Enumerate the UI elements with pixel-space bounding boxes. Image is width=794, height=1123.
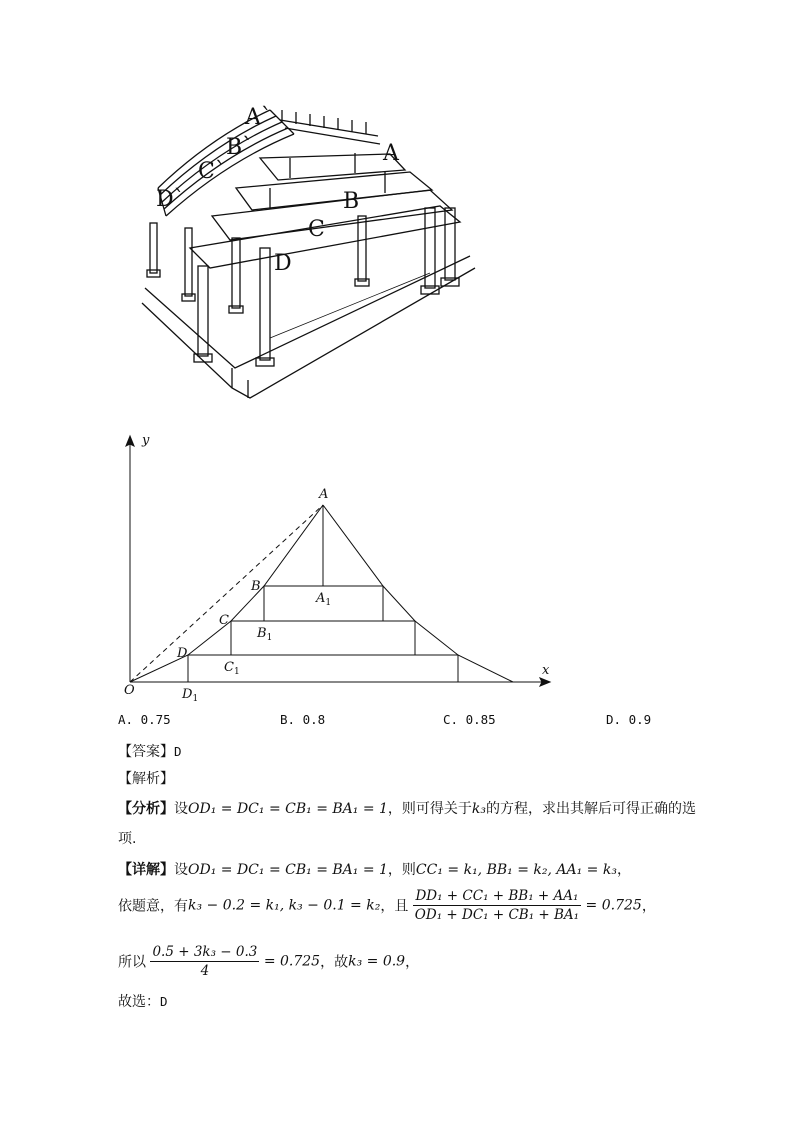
label-d-prime: D` (156, 187, 185, 212)
xiangjie-equation-2: CC₁ = k₁, BB₁ = k₂, AA₁ = k₃ (415, 862, 617, 878)
foot-d1-label: $D_1$ (182, 687, 199, 704)
xiangjie-text-6: ， (641, 898, 656, 915)
ratio-denominator: OD₁ + DC₁ + CB₁ + BA₁ (414, 907, 580, 923)
xiangjie-text-8: ，故 (320, 954, 349, 971)
fenxi-text-1: 设 (174, 801, 188, 817)
fenxi-equation: OD₁ = DC₁ = CB₁ = BA₁ = 1 (188, 801, 388, 817)
xiangjie-text-1: 设 (174, 862, 188, 878)
roof-structure-illustration (140, 98, 485, 413)
x-axis-label: x (542, 663, 550, 678)
xiangjie-text-4: 依题意，有 (118, 898, 188, 915)
fenxi-line-1 (118, 798, 696, 818)
point-b-label: B (251, 579, 261, 594)
fenxi-text-2: ，则可得关于 (387, 801, 472, 817)
foot-b1-label: $B_1$ (257, 626, 273, 643)
choice-b[interactable]: B. 0.8 (280, 712, 326, 727)
label-a-prime: A` (245, 105, 272, 130)
xiangjie-text-5: ，且 (380, 898, 409, 915)
label-a: A (383, 141, 399, 166)
foot-a1-label: $A_1$ (316, 591, 332, 608)
answer-value: D (174, 744, 182, 759)
analysis-tag: 【解析】 (118, 771, 174, 787)
conclusion-text: 故选： (118, 994, 160, 1010)
conclusion-value: D (160, 994, 168, 1009)
result-equation: k₃ = 0.9 (348, 953, 406, 970)
xiangjie-line-2 (118, 888, 656, 923)
label-c: C (308, 217, 325, 242)
answer-choices (118, 712, 738, 730)
xiangjie-text-9: ， (405, 954, 420, 971)
xiangjie-line-1 (118, 859, 631, 879)
solve-denominator: 4 (200, 963, 210, 979)
xiangjie-line-3 (118, 944, 419, 979)
foot-c1-label: $C_1$ (224, 660, 240, 677)
point-d-label: D (177, 646, 188, 661)
solve-value: = 0.725 (263, 953, 321, 970)
ratio-numerator: DD₁ + CC₁ + BB₁ + AA₁ (413, 888, 581, 906)
label-b-prime: B` (226, 135, 254, 160)
coordinate-diagram (110, 426, 570, 706)
fenxi-text-3: 的方程，求出其解后可得正确的选 (486, 801, 697, 817)
label-b: B (343, 189, 360, 214)
fenxi-variable: k₃ (471, 801, 487, 817)
xiangjie-tag: 【详解】 (118, 862, 174, 878)
xiangjie-equation-3: k₃ − 0.2 = k₁, k₃ − 0.1 = k₂ (188, 897, 381, 914)
answer-tag: 【答案】 (118, 744, 174, 760)
label-c-prime: C` (198, 159, 226, 184)
fenxi-line-2: 项. (118, 831, 137, 847)
answer-line (118, 741, 182, 761)
choice-d[interactable]: D. 0.9 (606, 712, 652, 727)
solve-fraction (150, 944, 259, 979)
xiangjie-text-7: 所以 (118, 954, 146, 971)
ratio-fraction (413, 888, 581, 923)
xiangjie-text-2: ，则 (387, 862, 416, 878)
conclusion-line (118, 991, 168, 1011)
label-d: D (274, 251, 292, 276)
point-c-label: C (219, 613, 229, 628)
ratio-value: = 0.725 (585, 897, 642, 914)
fenxi-tag: 【分析】 (118, 801, 174, 817)
choice-c[interactable]: C. 0.85 (443, 712, 496, 727)
solve-numerator: 0.5 + 3k₃ − 0.3 (152, 944, 258, 960)
choice-a[interactable]: A. 0.75 (118, 712, 171, 727)
xiangjie-equation-1: OD₁ = DC₁ = CB₁ = BA₁ = 1 (188, 862, 388, 878)
origin-label: O (124, 683, 135, 698)
point-a-label: A (319, 487, 329, 502)
xiangjie-text-3: ， (616, 862, 631, 878)
y-axis-label: y (142, 433, 150, 448)
